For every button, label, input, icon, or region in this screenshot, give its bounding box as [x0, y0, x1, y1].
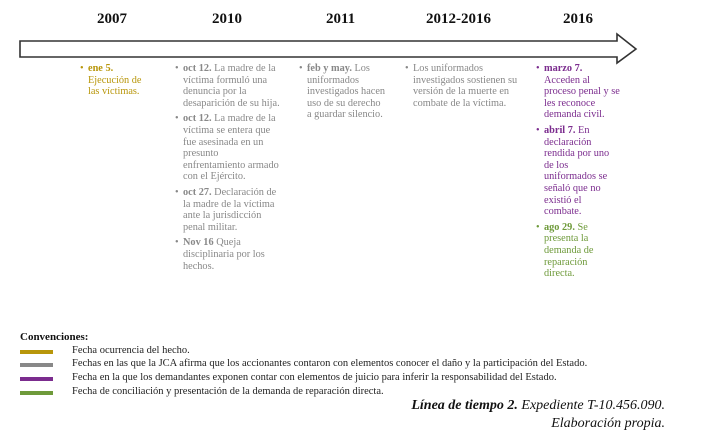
entry-date: marzo 7.: [544, 63, 583, 74]
year-2007: 2007: [97, 11, 127, 27]
entry-text: Los uniformados investigados sostienen su versión de la muerte en combate de la víctima.: [413, 63, 518, 109]
entry-text: La madre de la víctima se entera que fue asesinada en un presunto enfrentamiento armado con el Ejército.: [183, 113, 279, 183]
year-2011: 2011: [326, 11, 356, 27]
entry-text: Declaración de la madre de la víctima ante la jurisdicción penal militar.: [183, 186, 277, 233]
timeline-entry: [175, 237, 283, 272]
legend-text: Fechas en las que la JCA afirma que los accionantes contaron con elementos conocer el daño y la participación del Estado.: [72, 358, 588, 369]
bullet-icon: •: [175, 237, 179, 249]
year-2010: 2010: [212, 11, 242, 27]
entry-date: oct 27.: [183, 186, 212, 198]
bullet-icon: •: [299, 63, 303, 74]
legend-text: Fecha en la que los demandantes exponen contar con elementos de juicio para inferir la responsabilidad del Estado.: [72, 372, 557, 383]
column-2010: [175, 63, 283, 276]
timeline-entry: [536, 222, 620, 280]
caption-bold: Línea de tiempo 2.: [411, 398, 518, 413]
legend-title: Convenciones:: [20, 331, 89, 343]
bullet-icon: •: [80, 63, 84, 74]
bullet-icon: •: [405, 63, 409, 74]
legend-swatch-purple: [20, 377, 53, 381]
bullet-icon: •: [536, 63, 540, 74]
column-2011: [299, 63, 387, 125]
entry-date: abril 7.: [544, 124, 576, 136]
timeline-entry: [536, 125, 620, 218]
bullet-icon: •: [175, 113, 179, 125]
bullet-icon: •: [536, 221, 540, 233]
timeline-arrow: [0, 0, 713, 70]
entry-text: En declaración rendida por uno de los uniformados se señaló que no existió el combate.: [544, 124, 610, 218]
entry-date: Nov 16: [183, 237, 214, 249]
entry-date: ene 5.: [88, 63, 114, 74]
entry-text: La madre de la víctima formuló una denuncia por la desaparición de su hija.: [183, 63, 280, 109]
year-2016: 2016: [563, 11, 593, 27]
column-2007: [80, 63, 152, 102]
timeline-entry: [405, 63, 522, 109]
timeline-entry: [175, 63, 283, 109]
caption-line2: Elaboración propia.: [551, 416, 665, 431]
timeline-entry: [175, 113, 283, 183]
caption-rest: Expediente T-10.456.090.: [521, 398, 665, 413]
timeline-entry: [80, 63, 152, 98]
legend-text: Fecha de conciliación y presentación de la demanda de reparación directa.: [72, 386, 384, 397]
entry-text: Ejecución de las víctimas.: [88, 74, 142, 98]
bullet-icon: •: [175, 63, 179, 74]
entry-text: Los uniformados investigados hacen uso de su derecho a guardar silencio.: [307, 63, 386, 121]
legend-swatch-gold: [20, 350, 53, 354]
legend-text: Fecha ocurrencia del hecho.: [72, 345, 190, 356]
bullet-icon: •: [175, 186, 179, 198]
entry-date: oct 12.: [183, 113, 212, 125]
entry-date: feb y may.: [307, 63, 352, 74]
timeline-entry: [175, 187, 283, 233]
column-2012-2016: [405, 63, 522, 113]
timeline-entry: [536, 63, 620, 121]
entry-text: Acceden al proceso penal y se les reconoce demanda civil.: [544, 74, 620, 121]
entry-text: Se presenta la demanda de reparación directa.: [544, 221, 594, 280]
entry-text: Queja disciplinaria por los hechos.: [183, 237, 265, 272]
entry-date: oct 12.: [183, 63, 212, 74]
legend-swatch-green: [20, 391, 53, 395]
column-2016: [536, 63, 620, 284]
timeline-entry: [299, 63, 387, 121]
entry-date: ago 29.: [544, 221, 575, 233]
year-2012-2016: 2012-2016: [426, 11, 491, 27]
bullet-icon: •: [536, 124, 540, 136]
legend-swatch-gray: [20, 363, 53, 367]
figure-caption: [411, 398, 665, 414]
